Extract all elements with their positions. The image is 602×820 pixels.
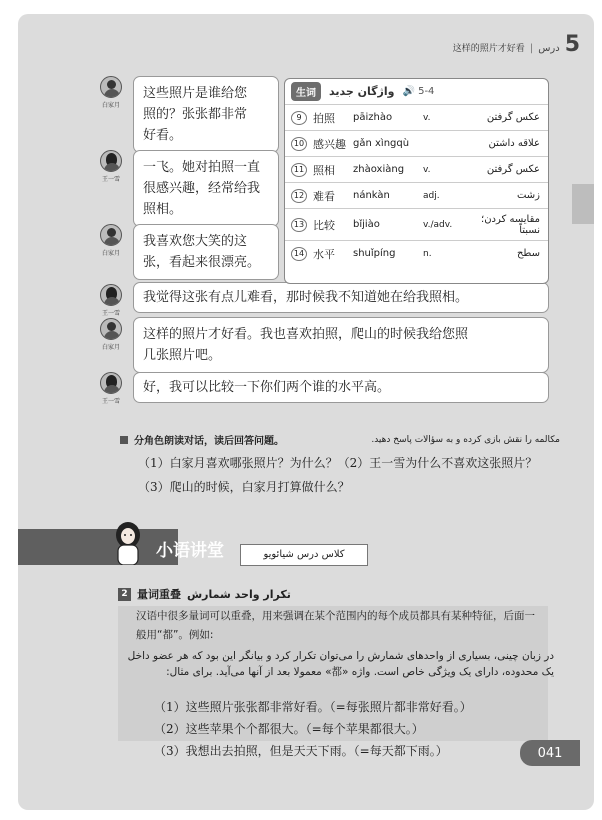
lesson-title: 这样的照片才好看 [452,44,525,54]
vocabulary-box [284,78,549,284]
task-instruction-cn: 分角色朗读对话，读后回答问题。 [134,436,284,447]
dialogue-bubble [133,224,279,280]
vocab-pinyin: pāizhào [353,112,393,123]
avatar-wang [100,284,122,306]
vocab-word: 难看 [313,189,335,203]
dialogue-line: 一飞。她对拍照一直 [143,160,261,175]
section-title-cn: 量词重叠 [137,588,181,601]
dialogue-line: 这样的照片才好看。我也喜欢拍照，爬山的时候我给您照 [143,327,469,342]
vocab-number: 12 [291,189,307,203]
vocab-pos: n. [423,248,432,259]
page-header [453,34,580,56]
dialogue-line: 照的？张张都非常 [143,107,248,122]
avatar-wang [100,150,122,172]
edge-tab [572,184,594,224]
section-banner [18,529,178,565]
speaker-name-wang: 王一雪 [101,310,120,317]
vocabulary-row [285,104,548,130]
header-separator: | [529,43,534,54]
section-number: 2 [118,588,131,601]
example-sentence: （2）这些苹果个个都很大。（=每个苹果都很大。） [154,722,424,736]
vocab-word: 照相 [313,163,335,177]
dialogue-line: 我喜欢您大笑的这 [143,234,248,249]
vocabulary-row [285,240,548,266]
vocabulary-row [285,130,548,156]
vocab-pos: v. [423,112,431,123]
section-title-fa: تکرار واحد شمارش [187,587,291,601]
dialogue-bubble [133,150,279,227]
book-page [18,14,594,810]
vocab-pinyin: nánkàn [353,190,390,201]
vocab-number: 10 [291,137,307,151]
lesson-word: درس [538,43,560,54]
vocab-word: 水平 [313,247,335,261]
vocab-number: 13 [291,218,307,232]
vocab-number: 11 [291,163,307,177]
speaker-name-wang: 王一雪 [101,176,120,183]
audio-track[interactable]: 🔊 5-4 [402,86,435,97]
avatar-bai [100,76,122,98]
vocab-pinyin: shuǐpíng [353,248,396,259]
vocab-pinyin: gǎn xìngqù [353,138,410,149]
example-sentence: （1）这些照片张张都非常好看。（=每张照片都非常好看。） [154,700,472,714]
question-line: （1）白家月喜欢哪张照片？为什么？（2）王一雪为什么不喜欢这张照片？ [138,456,538,470]
vocab-pos: v. [423,164,431,175]
speaker-name-bai: 白家月 [101,250,120,257]
vocab-word: 拍照 [313,111,335,125]
dialogue-line: 好，我可以比较一下你们两个谁的水平高。 [143,380,391,395]
dialogue-line: 照相。 [143,202,183,217]
lesson-number: 5 [564,32,580,57]
vocabulary-row [285,208,548,240]
dialogue-bubble [133,282,549,313]
vocabulary-row [285,182,548,208]
question-line: （3）爬山的时候，白家月打算做什么？ [138,480,350,494]
speaker-name-bai: 白家月 [101,344,120,351]
grammar-section-title [118,586,291,602]
vocabulary-header [285,79,548,104]
vocab-word: 感兴趣 [313,137,346,151]
dialogue-line: 这些照片是谁给您 [143,86,248,101]
avatar-wang [100,372,122,394]
task-instruction-fa: مکالمه را نقش بازی کرده و به سؤالات پاسخ دهید. [371,434,560,445]
vocab-pinyin: bǐjiào [353,219,380,230]
dialogue-line: 我觉得这张有点儿难看，那时候我不知道她在给我照相。 [143,290,469,305]
vocab-translation: مقایسه کردن؛ نسبتاً [481,213,540,236]
vocab-translation: عکس گرفتن [486,112,540,123]
teacher-girl-icon [108,521,148,565]
dialogue-bubble [133,76,279,153]
vocab-pinyin: zhàoxiàng [353,164,405,175]
square-bullet-icon [120,436,128,444]
speaker-name-wang: 王一雪 [101,398,120,405]
vocab-translation: سطح [516,248,540,259]
dialogue-bubble [133,317,549,373]
vocabulary-title: واژگان جدید [329,85,395,98]
avatar-bai [100,318,122,340]
grammar-explanation-fa: در زبان چینی، بسیاری از واحدهای شمارش را می‌توان تکرار کرد و بیانگر این بود که هر عضو داخل یک محدوده، دارای یک ویژگی خاص است. واژه «都» معمولا بعد از آنها می‌آید. برای مثال: [127,650,554,678]
vocab-translation: علاقه داشتن [488,138,540,149]
task-instruction [120,432,560,447]
vocab-number: 14 [291,247,307,261]
vocab-pos: adj. [423,190,440,201]
vocabulary-row [285,156,548,182]
grammar-explanation-cn: 汉语中很多量词可以重叠，用来强调在某个范围内的每个成员都具有某种特征，后面一般用“都”。例如: [136,610,535,641]
vocab-translation: زشت [516,190,540,201]
vocabulary-tag: 生词 [291,82,321,101]
example-sentence: （3）我想出去拍照，但是天天下雨。（=每天都下雨。） [154,744,448,758]
speaker-name-bai: 白家月 [101,102,120,109]
exercise-task [120,432,560,495]
vocab-translation: عکس گرفتن [486,164,540,175]
avatar-bai [100,224,122,246]
dialogue-line: 张，看起来很漂亮。 [143,255,261,270]
vocab-number: 9 [291,111,307,125]
vocab-pos: v./adv. [423,219,453,230]
vocab-word: 比较 [313,218,335,232]
dialogue-line: 好看。 [143,128,183,143]
dialogue-line: 几张照片吧。 [143,348,222,363]
page-number: 041 [520,740,580,766]
dialogue-line: 很感兴趣，经常给我 [143,181,261,196]
banner-title-cn: 小语讲堂 [156,541,224,561]
banner-title-fa: کلاس درس شیائویو [240,544,368,566]
dialogue-bubble [133,372,549,403]
